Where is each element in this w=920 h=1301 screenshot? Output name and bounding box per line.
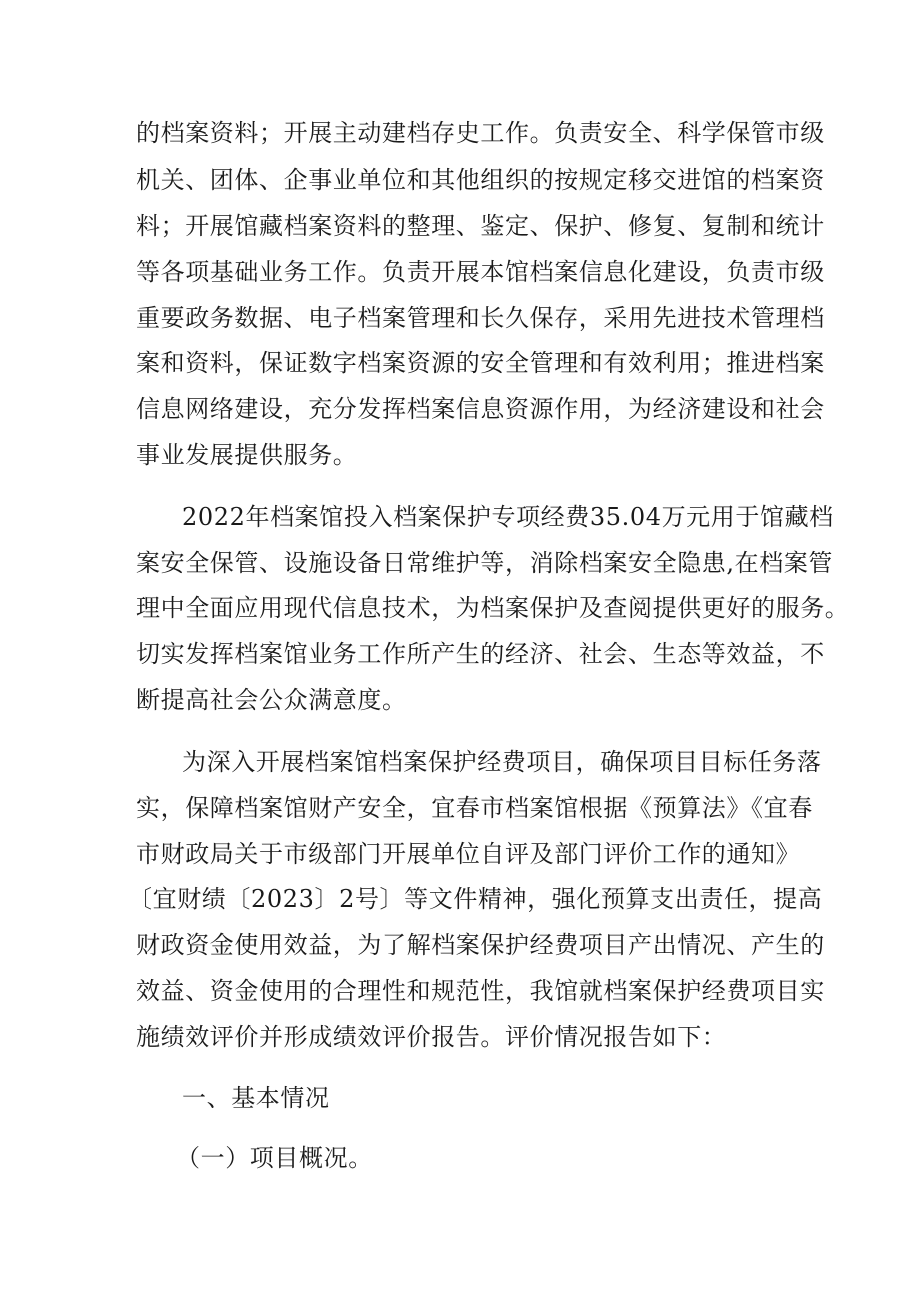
text-line: 施绩效评价并形成绩效评价报告。评价情况报告如下： xyxy=(136,1023,727,1051)
section-heading: 一、基本情况 xyxy=(182,1084,330,1112)
text-line: 断提高社会公众满意度。 xyxy=(136,686,407,714)
text-line: 实，保障档案馆财产安全，宜春市档案馆根据《预算法》《宜春 xyxy=(136,794,813,822)
text-line: 理中全面应用现代信息技术，为档案保护及查阅提供更好的服务。 xyxy=(136,594,850,622)
text-line: 为深入开展档案馆档案保护经费项目，确保项目目标任务落 xyxy=(182,748,822,776)
text-line: 市财政局关于市级部门开展单位自评及部门评价工作的通知》 xyxy=(136,840,801,868)
text-line: 2022年档案馆投入档案保护专项经费35.04万元用于馆藏档 xyxy=(182,503,834,531)
text-line: 重要政务数据、电子档案管理和长久保存，采用先进技术管理档 xyxy=(136,304,825,332)
text-line: 财政资金使用效益，为了解档案保护经费项目产出情况、产生的 xyxy=(136,931,825,959)
text-line: 信息网络建设，充分发挥档案信息资源作用，为经济建设和社会 xyxy=(136,395,825,423)
text-line: 机关、团体、企事业单位和其他组织的按规定移交进馆的档案资 xyxy=(136,166,825,194)
text-line: 事业发展提供服务。 xyxy=(136,441,358,469)
text-line: 料；开展馆藏档案资料的整理、鉴定、保护、修复、复制和统计 xyxy=(136,212,825,240)
text-line: 案安全保管、设施设备日常维护等，消除档案安全隐患,在档案管 xyxy=(136,549,834,577)
text-line: 效益、资金使用的合理性和规范性，我馆就档案保护经费项目实 xyxy=(136,977,825,1005)
text-line: 〔宜财绩〔2023〕2号〕等文件精神，强化预算支出责任，提高 xyxy=(128,885,823,913)
text-line: 的档案资料；开展主动建档存史工作。负责安全、科学保管市级 xyxy=(136,119,825,147)
text-line: 案和资料，保证数字档案资源的安全管理和有效利用；推进档案 xyxy=(136,349,825,377)
subsection-heading: （一）项目概况。 xyxy=(176,1144,373,1172)
text-line: 切实发挥档案馆业务工作所产生的经济、社会、生态等效益，不 xyxy=(136,640,825,668)
text-line: 等各项基础业务工作。负责开展本馆档案信息化建设，负责市级 xyxy=(136,258,825,286)
